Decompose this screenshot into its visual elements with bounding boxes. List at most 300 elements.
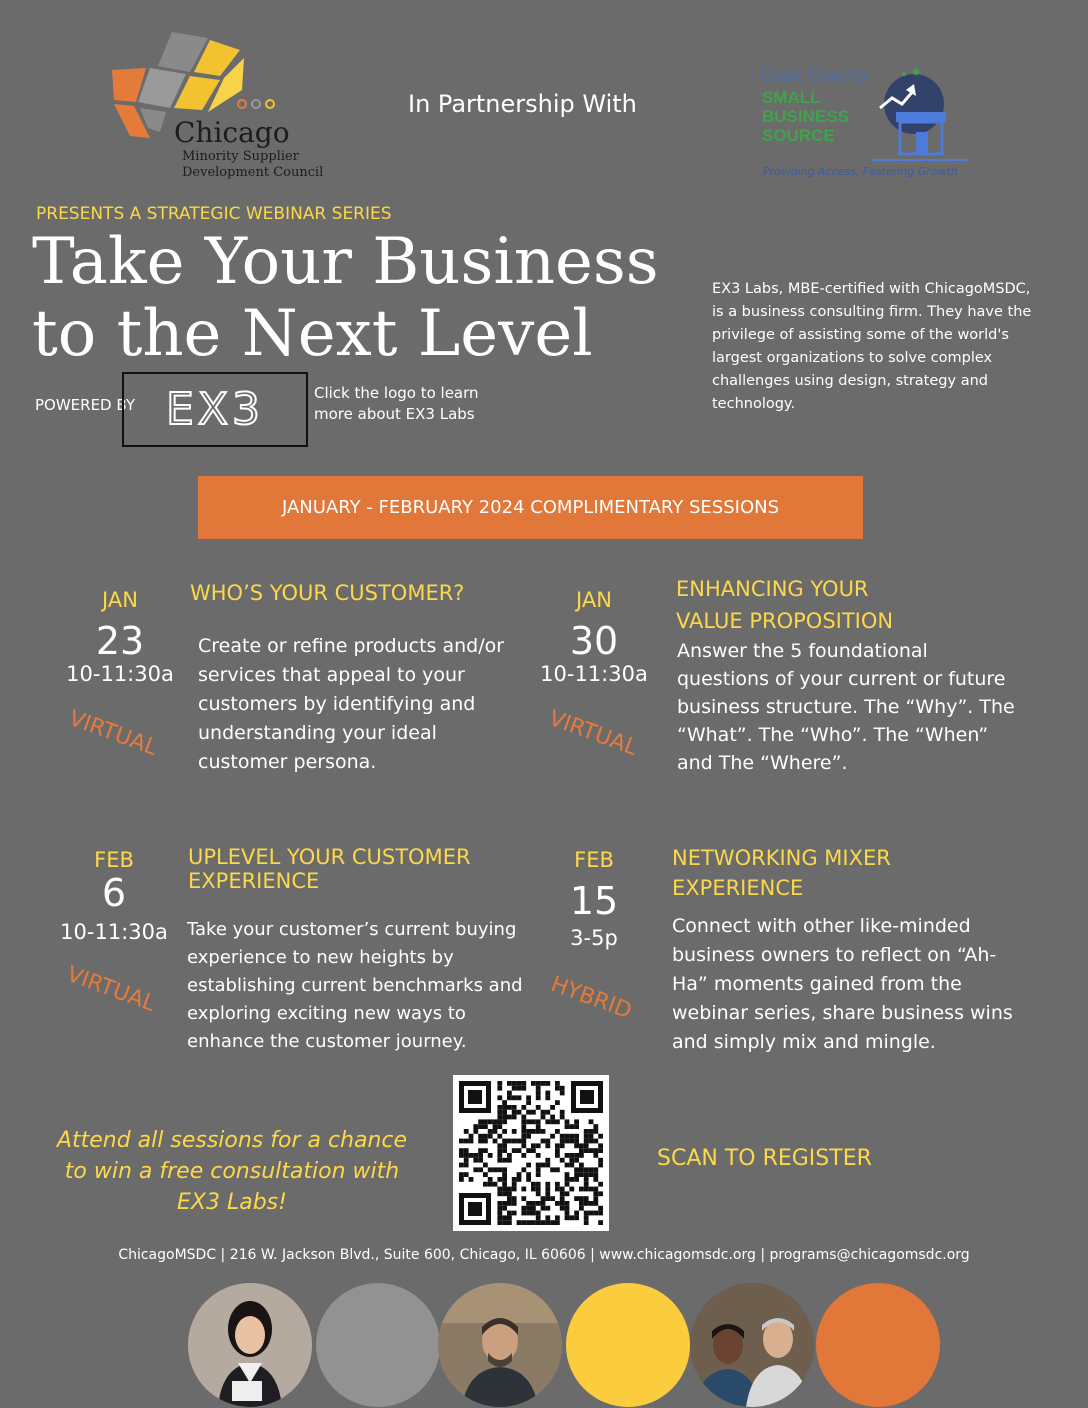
page-title bbox=[32, 226, 659, 370]
qr-module bbox=[478, 1134, 483, 1139]
qr-module bbox=[589, 1148, 594, 1153]
qr-module bbox=[593, 1148, 598, 1153]
qr-module bbox=[565, 1206, 570, 1211]
qr-module bbox=[565, 1201, 570, 1206]
qr-module bbox=[545, 1110, 550, 1115]
qr-module bbox=[550, 1115, 555, 1120]
qr-module bbox=[521, 1134, 526, 1139]
qr-module bbox=[574, 1196, 579, 1201]
qr-module bbox=[560, 1206, 565, 1211]
qr-module bbox=[565, 1191, 570, 1196]
businessman-photo-icon bbox=[438, 1283, 562, 1407]
qr-module bbox=[497, 1167, 502, 1172]
qr-module bbox=[521, 1211, 526, 1216]
qr-module bbox=[560, 1091, 565, 1096]
sbs-line1: SMALL bbox=[762, 88, 821, 107]
qr-module bbox=[555, 1100, 560, 1105]
qr-module bbox=[502, 1220, 507, 1225]
qr-module bbox=[483, 1119, 488, 1124]
qr-module bbox=[517, 1095, 522, 1100]
qr-module bbox=[545, 1143, 550, 1148]
qr-module bbox=[526, 1220, 531, 1225]
photo-businesswoman bbox=[188, 1283, 312, 1407]
logo-sub2: Development Council bbox=[182, 165, 324, 180]
qr-module bbox=[584, 1201, 589, 1206]
qr-module bbox=[593, 1191, 598, 1196]
qr-module bbox=[584, 1139, 589, 1144]
qr-module bbox=[507, 1139, 512, 1144]
qr-module bbox=[464, 1153, 469, 1158]
qr-module bbox=[555, 1086, 560, 1091]
qr-module bbox=[555, 1167, 560, 1172]
qr-module bbox=[560, 1191, 565, 1196]
qr-module bbox=[565, 1163, 570, 1168]
qr-module bbox=[541, 1196, 546, 1201]
session-title-line2: EXPERIENCE bbox=[188, 869, 320, 893]
ex3-logo-link[interactable] bbox=[122, 372, 308, 447]
session-4-date bbox=[524, 848, 664, 950]
qr-module bbox=[531, 1187, 536, 1192]
session-4-mode: HYBRID bbox=[547, 972, 635, 1025]
qr-module bbox=[569, 1177, 574, 1182]
qr-module bbox=[497, 1124, 502, 1129]
session-title-line1: WHO’S YOUR CUSTOMER? bbox=[190, 581, 465, 605]
session-2-description: Answer the 5 foundational questions of your current or future business structure. The “Why”. The “What”. The “Who”. The “When” and The “Where”. bbox=[677, 640, 1015, 774]
qr-module bbox=[545, 1095, 550, 1100]
qr-module bbox=[536, 1124, 541, 1129]
qr-module bbox=[497, 1220, 502, 1225]
qr-module bbox=[526, 1172, 531, 1177]
qr-module bbox=[584, 1220, 589, 1225]
qr-module bbox=[507, 1091, 512, 1096]
qr-module bbox=[555, 1182, 560, 1187]
qr-module bbox=[536, 1182, 541, 1187]
session-4-description: Connect with other like-minded business owners to reflect on “Ah-Ha” moments gained from the webinar series, share business wins and simply mix and mingle. bbox=[672, 915, 1013, 1053]
qr-module bbox=[598, 1191, 603, 1196]
qr-module bbox=[517, 1110, 522, 1115]
qr-module bbox=[531, 1201, 536, 1206]
qr-module bbox=[507, 1196, 512, 1201]
qr-module bbox=[589, 1172, 594, 1177]
qr-module bbox=[526, 1110, 531, 1115]
session-month: JAN bbox=[102, 588, 138, 612]
sbs-text bbox=[762, 88, 849, 145]
qr-module bbox=[584, 1187, 589, 1192]
qr-module bbox=[497, 1134, 502, 1139]
chicago-msdc-logo[interactable] bbox=[110, 28, 340, 188]
qr-module bbox=[469, 1153, 474, 1158]
qr-module bbox=[579, 1167, 584, 1172]
session-time: 10-11:30a bbox=[540, 662, 648, 686]
attend-all-note: Attend all sessions for a chance to win a free consultation with EX3 Labs! bbox=[56, 1128, 408, 1215]
qr-module bbox=[541, 1201, 546, 1206]
qr-module bbox=[497, 1158, 502, 1163]
session-3-date bbox=[44, 848, 184, 944]
qr-module bbox=[497, 1211, 502, 1216]
qr-module bbox=[507, 1158, 512, 1163]
qr-module bbox=[521, 1206, 526, 1211]
qr-module bbox=[536, 1119, 541, 1124]
qr-module bbox=[569, 1163, 574, 1168]
storefront-icon bbox=[872, 68, 972, 164]
qr-module bbox=[464, 1163, 469, 1168]
qr-module bbox=[512, 1110, 517, 1115]
qr-module bbox=[483, 1134, 488, 1139]
qr-module bbox=[488, 1177, 493, 1182]
qr-module bbox=[565, 1134, 570, 1139]
qr-module bbox=[555, 1187, 560, 1192]
qr-module bbox=[512, 1148, 517, 1153]
qr-module bbox=[574, 1143, 579, 1148]
qr-module bbox=[521, 1220, 526, 1225]
session-1-mode: VIRTUAL bbox=[65, 706, 161, 761]
chicago-msdc-emblem bbox=[110, 28, 340, 188]
qr-module bbox=[584, 1143, 589, 1148]
qr-module bbox=[459, 1148, 464, 1153]
qr-module bbox=[493, 1182, 498, 1187]
qr-module bbox=[531, 1182, 536, 1187]
qr-module bbox=[483, 1139, 488, 1144]
qr-module bbox=[497, 1177, 502, 1182]
qr-module bbox=[555, 1081, 560, 1086]
yellow-circle bbox=[566, 1283, 690, 1407]
qr-module bbox=[545, 1091, 550, 1096]
about-ex3-text: EX3 Labs, MBE-certified with ChicagoMSDC, is a business consulting firm. They have the privilege of assisting some of the world's largest organizations to solve complex challenges using design, strategy and technology. bbox=[712, 281, 1032, 412]
qr-module bbox=[502, 1110, 507, 1115]
qr-module bbox=[541, 1163, 546, 1168]
qr-module bbox=[574, 1177, 579, 1182]
qr-module bbox=[545, 1206, 550, 1211]
qr-module bbox=[569, 1134, 574, 1139]
session-day: 6 bbox=[101, 871, 127, 915]
qr-module bbox=[579, 1196, 584, 1201]
qr-module bbox=[502, 1100, 507, 1105]
qr-module bbox=[565, 1177, 570, 1182]
session-title-line2: VALUE PROPOSITION bbox=[676, 609, 894, 633]
qr-module bbox=[502, 1129, 507, 1134]
qr-module bbox=[478, 1119, 483, 1124]
orange-circle bbox=[816, 1283, 940, 1407]
qr-code-icon bbox=[453, 1075, 609, 1231]
session-month: FEB bbox=[94, 848, 134, 872]
qr-module bbox=[507, 1081, 512, 1086]
qr-module bbox=[560, 1115, 565, 1120]
qr-module bbox=[517, 1177, 522, 1182]
qr-module bbox=[560, 1143, 565, 1148]
logo-sub1: Minority Supplier bbox=[182, 149, 299, 164]
qr-module bbox=[521, 1143, 526, 1148]
qr-module bbox=[574, 1119, 579, 1124]
qr-module bbox=[531, 1148, 536, 1153]
qr-module bbox=[512, 1086, 517, 1091]
qr-module bbox=[560, 1201, 565, 1206]
qr-module bbox=[536, 1167, 541, 1172]
qr-module bbox=[517, 1148, 522, 1153]
qr-module bbox=[497, 1119, 502, 1124]
qr-module bbox=[574, 1215, 579, 1220]
qr-module bbox=[517, 1172, 522, 1177]
qr-module bbox=[502, 1187, 507, 1192]
qr-module bbox=[507, 1153, 512, 1158]
qr-module bbox=[574, 1124, 579, 1129]
qr-module bbox=[536, 1091, 541, 1096]
qr-module bbox=[497, 1215, 502, 1220]
qr-module bbox=[517, 1139, 522, 1144]
qr-module bbox=[502, 1139, 507, 1144]
qr-module bbox=[478, 1158, 483, 1163]
qr-module bbox=[493, 1124, 498, 1129]
qr-module bbox=[598, 1158, 603, 1163]
logo-name: Chicago bbox=[174, 116, 290, 149]
session-2-mode: VIRTUAL bbox=[545, 706, 641, 761]
session-1-title bbox=[190, 580, 464, 606]
qr-module bbox=[521, 1196, 526, 1201]
sbs-line3: SOURCE bbox=[762, 126, 835, 145]
qr-module bbox=[464, 1158, 469, 1163]
scan-to-register-label: SCAN TO REGISTER bbox=[657, 1146, 872, 1171]
businesswoman-photo-icon bbox=[188, 1283, 312, 1407]
qr-module bbox=[464, 1148, 469, 1153]
qr-module bbox=[574, 1139, 579, 1144]
qr-module bbox=[589, 1129, 594, 1134]
qr-module bbox=[536, 1201, 541, 1206]
qr-module bbox=[497, 1143, 502, 1148]
qr-module bbox=[512, 1115, 517, 1120]
qr-module bbox=[531, 1081, 536, 1086]
title-line2: to the Next Level bbox=[32, 297, 593, 371]
qr-module bbox=[593, 1177, 598, 1182]
qr-module bbox=[478, 1153, 483, 1158]
qr-module bbox=[497, 1081, 502, 1086]
qr-module bbox=[507, 1115, 512, 1120]
qr-module bbox=[560, 1158, 565, 1163]
qr-module bbox=[459, 1139, 464, 1144]
qr-module bbox=[589, 1187, 594, 1192]
session-day: 15 bbox=[569, 879, 619, 923]
qr-module bbox=[560, 1086, 565, 1091]
qr-module bbox=[502, 1158, 507, 1163]
register-qr-code[interactable] bbox=[453, 1075, 609, 1231]
qr-module bbox=[550, 1196, 555, 1201]
qr-module bbox=[531, 1143, 536, 1148]
qr-module bbox=[593, 1196, 598, 1201]
qr-module bbox=[493, 1139, 498, 1144]
qr-module bbox=[545, 1215, 550, 1220]
qr-module bbox=[569, 1187, 574, 1192]
qr-module bbox=[560, 1110, 565, 1115]
qr-module bbox=[521, 1086, 526, 1091]
qr-module bbox=[574, 1172, 579, 1177]
qr-module bbox=[536, 1153, 541, 1158]
qr-module bbox=[507, 1211, 512, 1216]
qr-module bbox=[521, 1167, 526, 1172]
qr-module bbox=[459, 1172, 464, 1177]
qr-module bbox=[521, 1129, 526, 1134]
qr-module bbox=[483, 1148, 488, 1153]
qr-module bbox=[473, 1124, 478, 1129]
qr-module bbox=[541, 1220, 546, 1225]
qr-module bbox=[512, 1187, 517, 1192]
qr-module bbox=[517, 1081, 522, 1086]
qr-module bbox=[473, 1153, 478, 1158]
qr-module bbox=[541, 1110, 546, 1115]
qr-module bbox=[589, 1167, 594, 1172]
qr-module bbox=[526, 1206, 531, 1211]
qr-module bbox=[598, 1163, 603, 1168]
powered-by-label: POWERED BY bbox=[35, 396, 136, 414]
session-title-line1: ENHANCING YOUR bbox=[676, 577, 869, 601]
qr-module bbox=[502, 1115, 507, 1120]
qr-module bbox=[497, 1086, 502, 1091]
qr-module bbox=[526, 1148, 531, 1153]
qr-module bbox=[526, 1177, 531, 1182]
qr-module bbox=[574, 1134, 579, 1139]
qr-module bbox=[526, 1211, 531, 1216]
qr-module bbox=[531, 1110, 536, 1115]
qr-module bbox=[579, 1172, 584, 1177]
qr-module bbox=[497, 1191, 502, 1196]
qr-module bbox=[493, 1167, 498, 1172]
qr-module bbox=[502, 1172, 507, 1177]
qr-module bbox=[536, 1172, 541, 1177]
qr-module bbox=[464, 1172, 469, 1177]
qr-module bbox=[565, 1124, 570, 1129]
session-time: 10-11:30a bbox=[60, 920, 168, 944]
qr-module bbox=[517, 1220, 522, 1225]
qr-module bbox=[521, 1105, 526, 1110]
qr-module bbox=[536, 1220, 541, 1225]
qr-module bbox=[584, 1215, 589, 1220]
cook-county-text: Cook County bbox=[760, 66, 869, 86]
qr-module bbox=[469, 1134, 474, 1139]
qr-module bbox=[555, 1201, 560, 1206]
qr-module bbox=[593, 1167, 598, 1172]
qr-module bbox=[550, 1105, 555, 1110]
qr-module bbox=[473, 1158, 478, 1163]
session-4-title bbox=[672, 843, 891, 903]
qr-module bbox=[536, 1105, 541, 1110]
session-1-date bbox=[50, 588, 190, 686]
qr-module bbox=[598, 1211, 603, 1216]
qr-module bbox=[512, 1201, 517, 1206]
qr-module bbox=[488, 1167, 493, 1172]
qr-module bbox=[497, 1105, 502, 1110]
qr-module bbox=[593, 1153, 598, 1158]
qr-module bbox=[593, 1124, 598, 1129]
qr-module bbox=[502, 1105, 507, 1110]
qr-module bbox=[483, 1124, 488, 1129]
qr-module bbox=[497, 1110, 502, 1115]
qr-module bbox=[545, 1182, 550, 1187]
qr-module bbox=[536, 1191, 541, 1196]
qr-module bbox=[526, 1100, 531, 1105]
cook-county-sbs-logo[interactable] bbox=[760, 66, 975, 186]
qr-module bbox=[593, 1139, 598, 1144]
qr-module bbox=[536, 1215, 541, 1220]
qr-module bbox=[459, 1177, 464, 1182]
qr-module bbox=[589, 1119, 594, 1124]
qr-module bbox=[502, 1191, 507, 1196]
gray-circle bbox=[316, 1283, 440, 1407]
session-title-line2: EXPERIENCE bbox=[672, 876, 804, 900]
photo-team bbox=[690, 1283, 814, 1407]
qr-module bbox=[464, 1139, 469, 1144]
qr-module bbox=[497, 1148, 502, 1153]
qr-module bbox=[550, 1134, 555, 1139]
session-3-description: Take your customer’s current buying experience to new heights by establishing current benchmarks and exploring exciting new ways to enhance the customer journey. bbox=[187, 919, 523, 1052]
qr-module bbox=[593, 1172, 598, 1177]
qr-module bbox=[493, 1119, 498, 1124]
qr-module bbox=[507, 1105, 512, 1110]
qr-module bbox=[589, 1201, 594, 1206]
qr-module bbox=[584, 1148, 589, 1153]
qr-module bbox=[574, 1153, 579, 1158]
qr-module bbox=[593, 1129, 598, 1134]
session-time: 10-11:30a bbox=[66, 662, 174, 686]
qr-module bbox=[521, 1124, 526, 1129]
qr-module bbox=[593, 1187, 598, 1192]
qr-module bbox=[550, 1167, 555, 1172]
qr-module bbox=[569, 1124, 574, 1129]
qr-module bbox=[531, 1206, 536, 1211]
qr-module bbox=[560, 1196, 565, 1201]
qr-module bbox=[589, 1211, 594, 1216]
click-note-line2: more about EX3 Labs bbox=[314, 405, 475, 423]
qr-module bbox=[517, 1086, 522, 1091]
qr-module bbox=[512, 1129, 517, 1134]
qr-module bbox=[531, 1129, 536, 1134]
qr-module bbox=[502, 1119, 507, 1124]
qr-module bbox=[502, 1206, 507, 1211]
session-time: 3-5p bbox=[570, 926, 618, 950]
click-note-line1: Click the logo to learn bbox=[314, 384, 479, 402]
qr-module bbox=[512, 1105, 517, 1110]
session-title-line1: NETWORKING MIXER bbox=[672, 846, 891, 870]
qr-module bbox=[521, 1115, 526, 1120]
qr-module bbox=[555, 1148, 560, 1153]
qr-module bbox=[569, 1158, 574, 1163]
qr-module bbox=[536, 1211, 541, 1216]
qr-module bbox=[502, 1143, 507, 1148]
qr-module bbox=[488, 1153, 493, 1158]
qr-module bbox=[512, 1095, 517, 1100]
qr-module bbox=[589, 1134, 594, 1139]
qr-module bbox=[512, 1196, 517, 1201]
qr-module bbox=[569, 1153, 574, 1158]
qr-module bbox=[512, 1139, 517, 1144]
qr-module bbox=[526, 1119, 531, 1124]
qr-module bbox=[545, 1081, 550, 1086]
qr-module bbox=[584, 1172, 589, 1177]
click-logo-note bbox=[314, 383, 479, 425]
session-title-line1: UPLEVEL YOUR CUSTOMER bbox=[188, 845, 471, 869]
session-3-title bbox=[188, 845, 471, 893]
session-2-date bbox=[524, 588, 664, 686]
qr-module bbox=[502, 1201, 507, 1206]
qr-module bbox=[521, 1139, 526, 1144]
qr-module bbox=[507, 1215, 512, 1220]
qr-module bbox=[579, 1201, 584, 1206]
qr-module bbox=[464, 1129, 469, 1134]
session-1-description: Create or refine products and/or services that appeal to your customers by identifying and understanding your ideal customer persona. bbox=[198, 635, 505, 773]
qr-module bbox=[536, 1086, 541, 1091]
qr-module bbox=[560, 1139, 565, 1144]
qr-module bbox=[598, 1148, 603, 1153]
qr-module bbox=[507, 1187, 512, 1192]
qr-module bbox=[565, 1153, 570, 1158]
qr-module bbox=[507, 1201, 512, 1206]
team-photo-icon bbox=[690, 1283, 814, 1407]
